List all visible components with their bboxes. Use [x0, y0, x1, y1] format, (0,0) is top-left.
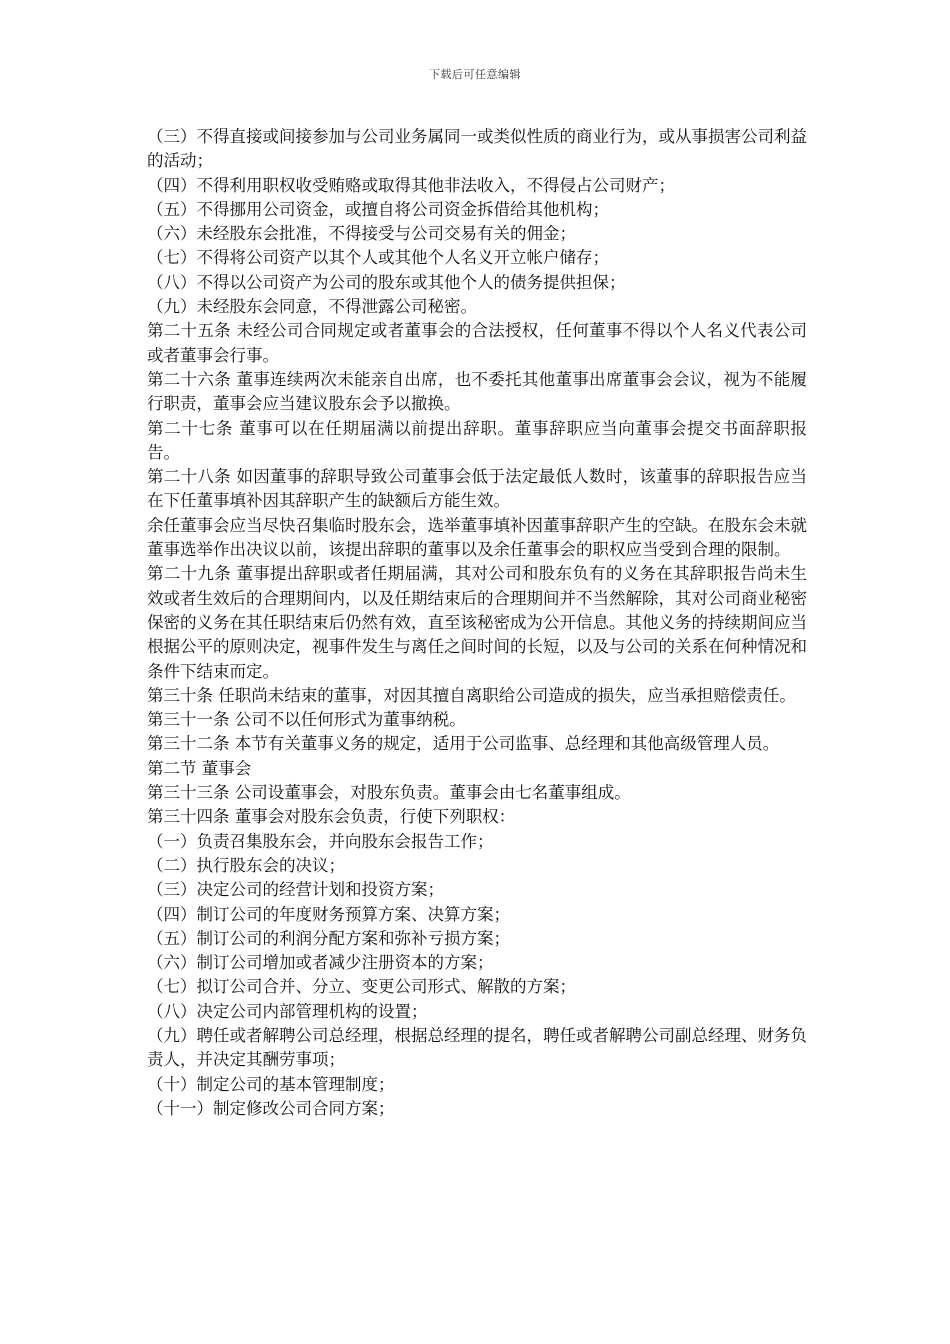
list-item: （十一）制定修改公司合同方案； [147, 1098, 395, 1118]
paragraph: （三）不得直接或间接参加与公司业务属同一或类似性质的商业行为，或从事损害公司利益的活动； [147, 127, 807, 171]
paragraph: （四）不得利用职权收受贿赂或取得其他非法收入，不得侵占公司财产； [147, 175, 675, 195]
paragraph: （五）不得挪用公司资金，或擅自将公司资金拆借给其他机构； [147, 199, 609, 219]
article-32: 第三十二条 本节有关董事义务的规定，适用于公司监事、总经理和其他高级管理人员。 [147, 734, 780, 754]
list-item: （四）制订公司的年度财务预算方案、决算方案； [147, 904, 510, 924]
article-30: 第三十条 任职尚未结束的董事，对因其擅自离职给公司造成的损失，应当承担赔偿责任。 [147, 685, 796, 705]
article-33: 第三十三条 公司设董事会，对股东负责。董事会由七名董事组成。 [147, 783, 631, 803]
paragraph: （六）未经股东会批准，不得接受与公司交易有关的佣金； [147, 224, 576, 244]
document-body [147, 125, 807, 1121]
list-item: （十）制定公司的基本管理制度； [147, 1074, 395, 1094]
paragraph: （八）不得以公司资产为公司的股东或其他个人的债务提供担保； [147, 272, 626, 292]
list-item: （五）制订公司的利润分配方案和弥补亏损方案； [147, 928, 510, 948]
paragraph: 余任董事会应当尽快召集临时股东会，选举董事填补因董事辞职产生的空缺。在股东会未就董事选举作出决议以前，该提出辞职的董事以及余任董事会的职权应当受到合理的限制。 [147, 515, 807, 560]
article-27: 第二十七条 董事可以在任期届满以前提出辞职。董事辞职应当向董事会提交书面辞职报告。 [147, 418, 807, 462]
list-item: （八）决定公司内部管理机构的设置； [147, 1001, 428, 1021]
list-item: （九）聘任或者解聘公司总经理，根据总经理的提名，聘任或者解聘公司副总经理、财务负责人，并决定其酬劳事项； [147, 1025, 807, 1070]
article-28: 第二十八条 如因董事的辞职导致公司董事会低于法定最低人数时，该董事的辞职报告应当在下任董事填补因其辞职产生的缺额后方能生效。 [147, 467, 807, 511]
article-25: 第二十五条 未经公司合同规定或者董事会的合法授权，任何董事不得以个人名义代表公司或者董事会行事。 [147, 321, 807, 365]
list-item: （一）负责召集股东会，并向股东会报告工作； [147, 831, 494, 851]
paragraph: （九）未经股东会同意，不得泄露公司秘密。 [147, 297, 477, 317]
list-item: （二）执行股东会的决议； [147, 855, 345, 875]
article-34: 第三十四条 董事会对股东会负责，行使下列职权： [147, 807, 516, 827]
article-31: 第三十一条 公司不以任何形式为董事纳税。 [147, 710, 466, 730]
page-header: 下载后可任意编辑 [429, 68, 521, 81]
list-item: （六）制订公司增加或者减少注册资本的方案； [147, 953, 494, 973]
list-item: （七）拟订公司合并、分立、变更公司形式、解散的方案； [147, 977, 576, 997]
list-item: （三）决定公司的经营计划和投资方案； [147, 880, 444, 900]
section-heading: 第二节 董事会 [147, 758, 252, 778]
paragraph: （七）不得将公司资产以其个人或其他个人名义开立帐户储存； [147, 248, 609, 268]
article-26: 第二十六条 董事连续两次未能亲自出席，也不委托其他董事出席董事会会议，视为不能履行职责，董事会应当建议股东会予以撤换。 [147, 369, 807, 414]
article-29: 第二十九条 董事提出辞职或者任期届满，其对公司和股东负有的义务在其辞职报告尚未生效或者生效后的合理期间内，以及任期结束后的合理期间并不当然解除，其对公司商业秘密保密的义务在其任职结束后仍然有效，直至该秘密成为公开信息。其他义务的持续期间应当根据公平的原则决定，视事件发生与离任之间时间的长短，以及与公司的关系在何种情况和条件下结束而定。 [147, 564, 807, 681]
